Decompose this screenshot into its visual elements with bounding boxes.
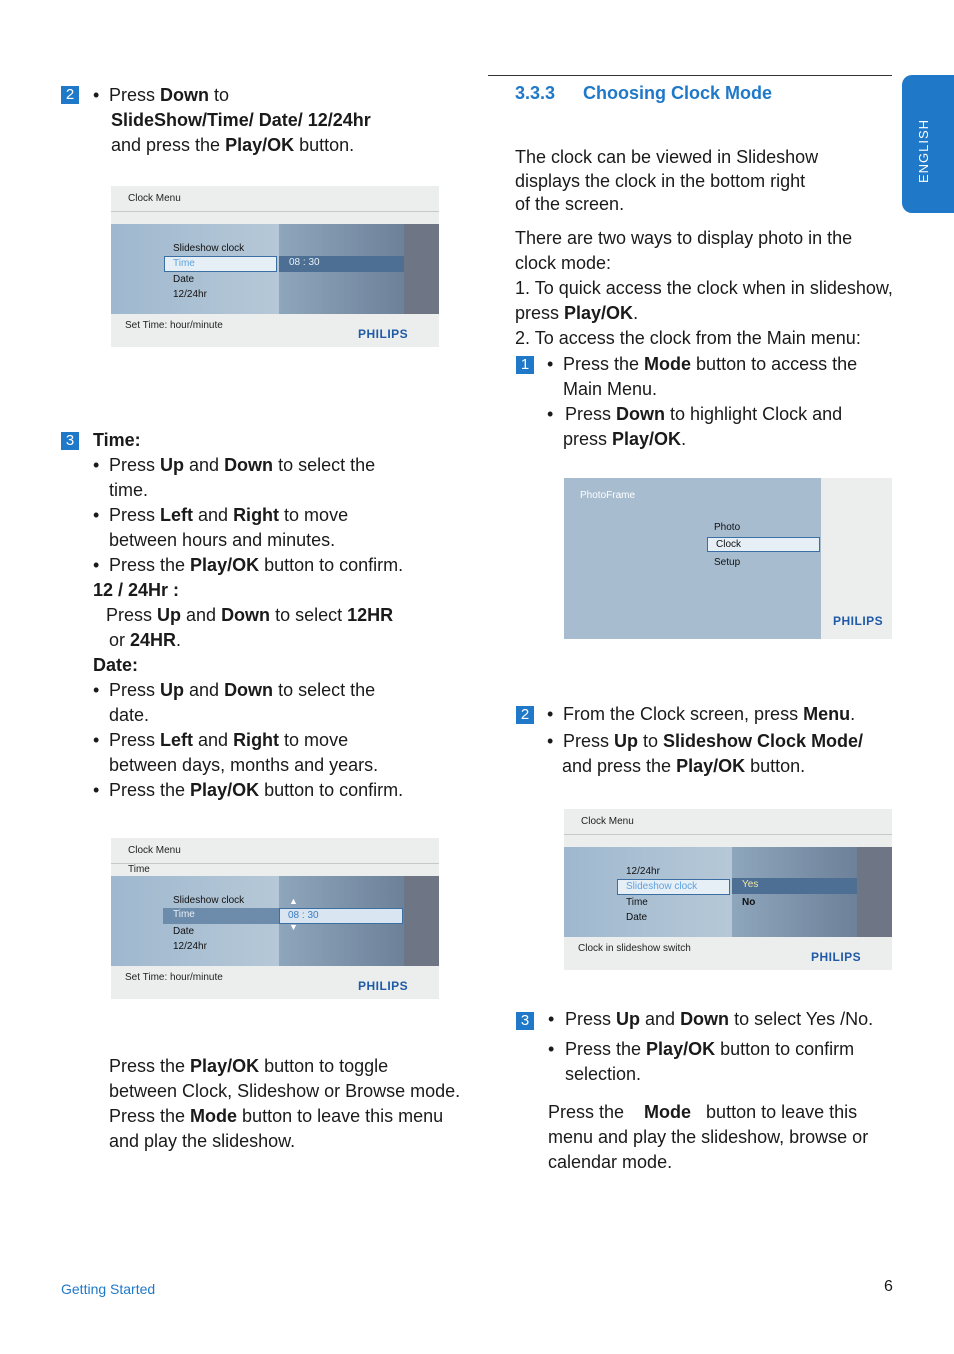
p1-line1: The clock can be viewed in Slideshow [515, 147, 819, 167]
menu-item-time-selected: Time [164, 256, 277, 272]
screen-title: Clock Menu [581, 816, 634, 827]
step-number-3: 3 [61, 432, 79, 450]
section-heading: Choosing Clock Mode [583, 83, 772, 103]
side-panel [404, 224, 439, 314]
date-heading: Date: [93, 655, 139, 675]
r-step2-line3: and press the Play/OK button. [562, 756, 806, 776]
time-bullet-1: Press Up and Down to select the [109, 455, 376, 475]
left-closing-1: Press the Play/OK button to toggle [109, 1056, 389, 1076]
language-label: ENGLISH [916, 118, 931, 183]
p1-line3: of the screen. [515, 194, 625, 214]
p1-line2: displays the clock in the bottom right [515, 171, 806, 191]
screen-footer: Set Time: hour/minute [125, 320, 223, 331]
time-bullet-2: Press Left and Right to move [109, 505, 349, 525]
r-step3-line3: selection. [565, 1064, 642, 1084]
screen-title: PhotoFrame [580, 490, 636, 501]
side-panel [404, 876, 439, 966]
r-step1-line4: press Play/OK. [563, 429, 687, 449]
menu-item-clock-selected: Clock [716, 539, 742, 550]
screen-subtitle: Time [128, 864, 150, 875]
time-edit-field: 08 : 30 [279, 908, 403, 924]
menu-item-date: Date [173, 926, 195, 937]
up-arrow-icon: ▲ [289, 896, 298, 906]
section-number: 3.3.3 [515, 83, 556, 103]
menu-item-setup: Setup [714, 557, 741, 568]
p2-line4: press Play/OK. [515, 303, 639, 323]
section-rule [488, 75, 892, 76]
philips-logo: PHILIPS [358, 979, 409, 993]
clock-menu-screen-1 [111, 186, 439, 347]
menu-item-photo: Photo [714, 522, 741, 533]
step-number-2: 2 [61, 86, 79, 104]
menu-item-12-24hr: 12/24hr [173, 941, 207, 952]
menu-item-slideshow-clock: Slideshow clock [173, 895, 245, 906]
main-menu-panel [564, 478, 821, 639]
step2-line3: and press the Play/OK button. [111, 135, 355, 155]
screen-footer: Set Time: hour/minute [125, 972, 223, 983]
option-yes-selected: Yes [732, 878, 857, 894]
r-step2-line1: From the Clock screen, press Menu. [563, 704, 856, 724]
hr-line-2: or 24HR. [109, 630, 182, 650]
menu-item-date: Date [626, 912, 648, 923]
date-bullet-2: Press Left and Right to move [109, 730, 349, 750]
r-step3-line2: Press the Play/OK button to confirm [565, 1039, 855, 1059]
date-bullet-1: Press Up and Down to select the [109, 680, 376, 700]
r-step1-line3: Press Down to highlight Clock and [565, 404, 843, 424]
right-closing-3: calendar mode. [548, 1152, 673, 1172]
menu-item-12-24hr: 12/24hr [626, 866, 660, 877]
screen-title: Clock Menu [128, 845, 181, 856]
r-step1-line2: Main Menu. [563, 379, 658, 399]
r-step3-line1: Press Up and Down to select Yes /No. [565, 1009, 874, 1029]
time-bullet-2-cont: between hours and minutes. [109, 530, 336, 550]
p2-line2: clock mode: [515, 253, 612, 273]
menu-item-slideshow-clock: Slideshow clock [173, 243, 245, 254]
time-bullet-3: Press the Play/OK button to confirm. [109, 555, 404, 575]
menu-item-time: Time [626, 897, 648, 908]
time-value-bar: 08 : 30 [279, 256, 404, 272]
p2-line3: 1. To quick access the clock when in slideshow, [515, 278, 893, 298]
clock-menu-screen-2 [111, 838, 439, 999]
photoframe-main-menu-screen [564, 478, 892, 639]
bullet: • [93, 85, 100, 105]
hr-heading: 12 / 24Hr : [93, 580, 180, 600]
side-panel [857, 847, 892, 937]
philips-logo: PHILIPS [358, 327, 409, 341]
time-heading: Time: [93, 430, 141, 450]
left-closing-3: Press the Mode button to leave this menu [109, 1106, 444, 1126]
p2-line1: There are two ways to display photo in the [515, 228, 853, 248]
clock-menu-screen-3 [564, 809, 892, 970]
page-number: 6 [884, 1278, 893, 1295]
menu-item-slideshow-clock-selected: Slideshow clock [626, 881, 698, 892]
hr-line-1: Press Up and Down to select 12HR [106, 605, 394, 625]
step2-line2: SlideShow/Time/ Date/ 12/24hr [111, 110, 371, 130]
date-bullet-1-cont: date. [109, 705, 150, 725]
left-closing-2: between Clock, Slideshow or Browse mode. [109, 1081, 461, 1101]
time-bullet-1-cont: time. [109, 480, 149, 500]
right-closing-2: menu and play the slideshow, browse or [548, 1127, 869, 1147]
r-step1-line1: Press the Mode button to access the [563, 354, 858, 374]
right-closing-1: Press the Mode button to leave this [548, 1102, 858, 1122]
footer-section-label: Getting Started [61, 1281, 156, 1297]
option-no: No [742, 897, 756, 908]
screen-footer: Clock in slideshow switch [578, 943, 691, 954]
date-bullet-2-cont: between days, months and years. [109, 755, 379, 775]
step-number-1: 1 [516, 356, 534, 374]
philips-logo: PHILIPS [811, 950, 862, 964]
screen-title: Clock Menu [128, 193, 181, 204]
philips-logo: PHILIPS [833, 614, 884, 628]
step-number-3: 3 [516, 1012, 534, 1030]
date-bullet-3: Press the Play/OK button to confirm. [109, 780, 404, 800]
menu-item-time-selected: Time [163, 908, 279, 924]
r-step2-line2: Press Up to Slideshow Clock Mode/ [563, 731, 864, 751]
step-number-2: 2 [516, 706, 534, 724]
menu-item-12-24hr: 12/24hr [173, 289, 207, 300]
left-closing-4: and play the slideshow. [109, 1131, 296, 1151]
p2-line5: 2. To access the clock from the Main menu: [515, 328, 861, 348]
language-tab [902, 75, 954, 213]
menu-item-date: Date [173, 274, 195, 285]
down-arrow-icon: ▼ [289, 922, 298, 932]
step2-line1: Press Down to [109, 85, 230, 105]
